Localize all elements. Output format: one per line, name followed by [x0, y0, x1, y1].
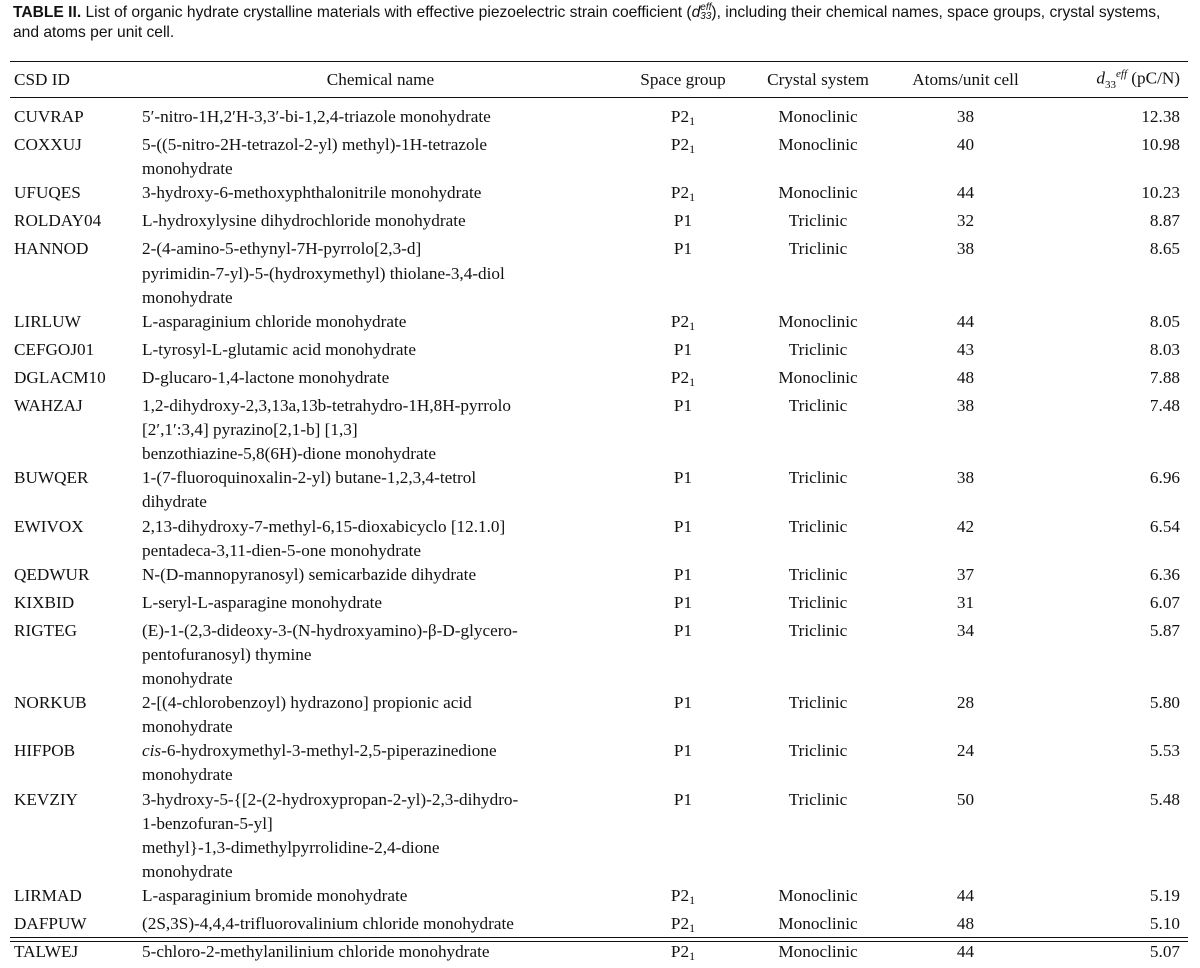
chemical-name-cell: L-hydroxylysine dihydrochloride monohydrate — [142, 211, 466, 231]
chemical-name-cell: 5-chloro-2-methylanilinium chloride monohydrate — [142, 942, 490, 962]
space-group-cell: P1 — [673, 468, 693, 488]
d33-cell: 5.87 — [1149, 620, 1180, 640]
csd-id-cell: KEVZIY — [14, 789, 78, 809]
crystal-system-cell: Triclinic — [788, 741, 848, 761]
col-crystal-system: Crystal system — [767, 70, 869, 89]
csd-id-cell: LIRMAD — [14, 885, 82, 905]
chemical-name-cell: L-asparaginium chloride monohydrate — [142, 311, 407, 331]
atoms-cell: 48 — [956, 914, 975, 933]
chemical-name-cell: D-glucaro-1,4-lactone monohydrate — [142, 367, 390, 387]
col-csd-id: CSD ID — [14, 70, 70, 89]
chemical-name-cell: N-(D-mannopyranosyl) semicarbazide dihydrate — [142, 564, 477, 584]
crystal-system-cell: Triclinic — [788, 516, 848, 536]
csd-id-cell: BUWQER — [14, 468, 89, 488]
table-row — [10, 394, 1188, 466]
chemical-name-cell: 2-(4-amino-5-ethynyl-7H-pyrrolo[2,3-d] pyrimidin-7-yl)-5-(hydroxymethyl) thiolane-3,4-diol monohydrate — [142, 239, 505, 307]
chemical-name-cell: (2S,3S)-4,4,4-trifluorovalinium chloride monohydrate — [142, 914, 514, 933]
table-row — [10, 788, 1188, 884]
table-body — [10, 105, 1188, 968]
chemical-name-cell: cis-6-hydroxymethyl-3-methyl-2,5-piperazinedione monohydrate — [142, 741, 497, 785]
atoms-cell: 37 — [956, 564, 975, 584]
csd-id-cell: HANNOD — [14, 239, 89, 259]
space-group-cell: P1 — [673, 211, 693, 231]
d33-cell: 6.36 — [1149, 564, 1180, 584]
d33-cell: 7.88 — [1149, 367, 1180, 387]
crystal-system-cell: Triclinic — [788, 592, 848, 612]
chemical-name-cell: 2-[(4-chlorobenzoyl) hydrazono] propionic acid monohydrate — [142, 693, 472, 737]
atoms-cell: 44 — [956, 183, 975, 203]
csd-id-cell: WAHZAJ — [14, 396, 83, 416]
atoms-cell: 43 — [956, 339, 975, 359]
csd-id-cell: COXXUJ — [14, 135, 82, 155]
table-row — [10, 591, 1188, 619]
csd-id-cell: LIRLUW — [14, 311, 81, 331]
col-atoms: Atoms/unit cell — [912, 70, 1019, 89]
csd-id-cell: DAFPUW — [14, 914, 87, 933]
atoms-cell: 40 — [956, 135, 975, 155]
chemical-name-cell: 1-(7-fluoroquinoxalin-2-yl) butane-1,2,3,4-tetrol dihydrate — [142, 468, 477, 512]
space-group-cell: $P2_1$ — [670, 183, 696, 205]
table-row — [10, 366, 1188, 394]
d33-cell: 5.48 — [1149, 789, 1180, 809]
space-group-cell: P1 — [673, 693, 693, 713]
crystal-system-cell: Monoclinic — [778, 885, 858, 905]
chemical-name-cell: L-tyrosyl-L-glutamic acid monohydrate — [142, 339, 416, 359]
crystal-system-cell: Monoclinic — [778, 914, 858, 933]
crystal-system-cell: Monoclinic — [778, 107, 858, 126]
d33-cell: 7.48 — [1149, 396, 1180, 416]
space-group-cell: P1 — [673, 564, 693, 584]
atoms-cell: 50 — [956, 789, 975, 809]
chemical-name-cell: 2,13-dihydroxy-7-methyl-6,15-dioxabicyclo [12.1.0] pentadeca-3,11-dien-5-one monohydrate — [142, 516, 506, 560]
d33-cell: 5.10 — [1149, 914, 1180, 933]
space-group-cell: P1 — [673, 239, 693, 259]
atoms-cell: 44 — [956, 311, 975, 331]
csd-id-cell: KIXBID — [14, 592, 75, 612]
table-row — [10, 563, 1188, 591]
atoms-cell: 48 — [956, 367, 975, 387]
d33-cell: 5.07 — [1149, 942, 1180, 962]
csd-id-cell: UFUQES — [14, 183, 81, 203]
atoms-cell: 34 — [956, 620, 975, 640]
hydrate-table — [10, 62, 1188, 968]
atoms-cell: 24 — [956, 741, 975, 761]
space-group-cell: P1 — [673, 339, 693, 359]
caption-text-end: ), including their chemical names, space groups, crystal systems, and atoms per unit cell. — [13, 4, 1161, 41]
table-row — [10, 133, 1188, 181]
table-row — [10, 739, 1188, 787]
chemical-name-cell: 1,2-dihydroxy-2,3,13a,13b-tetrahydro-1H,8H-pyrrolo [2′,1′:3,4] pyrazino[2,1-b] [1,3] benzothiazine-5,8(6H)-dione monohydrate — [142, 396, 511, 464]
atoms-cell: 38 — [956, 107, 975, 126]
csd-id-cell: CEFGOJ01 — [14, 339, 95, 359]
atoms-cell: 28 — [956, 693, 975, 713]
crystal-system-cell: Monoclinic — [778, 311, 858, 331]
table-row — [10, 237, 1188, 309]
csd-id-cell: EWIVOX — [14, 516, 84, 536]
table-row — [10, 884, 1188, 912]
crystal-system-cell: Monoclinic — [778, 367, 858, 387]
table-row — [10, 105, 1188, 133]
space-group-cell: $P2_1$ — [670, 311, 696, 333]
atoms-cell: 38 — [956, 468, 975, 488]
csd-id-cell: NORKUB — [14, 693, 87, 713]
atoms-cell: 32 — [956, 211, 975, 231]
crystal-system-cell: Triclinic — [788, 239, 848, 259]
table-row — [10, 912, 1188, 940]
table-row — [10, 940, 1188, 968]
crystal-system-cell: Monoclinic — [778, 183, 858, 203]
chemical-name-cell: 3-hydroxy-5-{[2-(2-hydroxypropan-2-yl)-2,3-dihydro- 1-benzofuran-5-yl] methyl}-1,3-dimethylpyrrolidine-2,4-dione monohydrate — [142, 789, 519, 881]
d33-cell: 8.87 — [1149, 211, 1180, 231]
csd-id-cell: ROLDAY04 — [14, 211, 102, 231]
atoms-cell: 44 — [956, 885, 975, 905]
d33-cell: 8.65 — [1149, 239, 1180, 259]
crystal-system-cell: Triclinic — [788, 564, 848, 584]
table-row — [10, 691, 1188, 739]
space-group-cell: P1 — [673, 789, 693, 809]
crystal-system-cell: Triclinic — [788, 211, 848, 231]
chemical-name-cell: 3-hydroxy-6-methoxyphthalonitrile monohydrate — [142, 183, 482, 203]
d33-cell: 8.05 — [1149, 311, 1180, 331]
space-group-cell: $P2_1$ — [670, 107, 696, 128]
csd-id-cell: CUVRAP — [14, 107, 84, 126]
d33-cell: 5.53 — [1149, 741, 1180, 761]
chemical-name-cell: 5-((5-nitro-2H-tetrazol-2-yl) methyl)-1H-tetrazole monohydrate — [142, 135, 488, 179]
atoms-cell: 38 — [956, 239, 975, 259]
d33-cell: 5.80 — [1149, 693, 1180, 713]
atoms-cell: 31 — [956, 592, 975, 612]
d33-cell: 8.03 — [1149, 339, 1180, 359]
header-row — [10, 62, 1188, 98]
csd-id-cell: TALWEJ — [14, 942, 79, 962]
table-row — [10, 619, 1188, 691]
space-group-cell: P1 — [673, 741, 693, 761]
crystal-system-cell: Monoclinic — [778, 135, 858, 155]
chemical-name-cell: 5′-nitro-1H,2′H-3,3′-bi-1,2,4-triazole monohydrate — [142, 107, 491, 126]
csd-id-cell: RIGTEG — [14, 620, 78, 640]
table-row — [10, 338, 1188, 366]
d33-cell: 6.96 — [1149, 468, 1180, 488]
chemical-name-cell: L-asparaginium bromide monohydrate — [142, 885, 408, 905]
chemical-name-cell: L-seryl-L-asparagine monohydrate — [142, 592, 383, 612]
crystal-system-cell: Triclinic — [788, 396, 848, 416]
chemical-name-cell: (E)-1-(2,3-dideoxy-3-(N-hydroxyamino)-β-D-glycero- pentofuranosyl) thymine monohydrate — [142, 620, 518, 689]
space-group-cell: $P2_1$ — [670, 885, 696, 907]
space-group-cell: P1 — [673, 620, 693, 640]
col-chemical-name: Chemical name — [326, 70, 435, 89]
space-group-cell: $P2_1$ — [670, 367, 696, 389]
crystal-system-cell: Monoclinic — [778, 942, 858, 962]
crystal-system-cell: Triclinic — [788, 339, 848, 359]
d33-cell: 6.07 — [1149, 592, 1180, 612]
crystal-system-cell: Triclinic — [788, 468, 848, 488]
d33-cell: 6.54 — [1149, 516, 1180, 536]
crystal-system-cell: Triclinic — [788, 620, 848, 640]
d33-cell: 10.23 — [1141, 183, 1180, 203]
space-group-cell: P1 — [673, 592, 693, 612]
space-group-cell: $P2_1$ — [670, 914, 696, 935]
space-group-cell: $P2_1$ — [670, 942, 696, 964]
crystal-system-cell: Triclinic — [788, 789, 848, 809]
csd-id-cell: HIFPOB — [14, 741, 76, 761]
table-label: TABLE II. — [13, 4, 82, 21]
table-row — [10, 181, 1188, 209]
space-group-cell: P1 — [673, 516, 693, 536]
csd-id-cell: QEDWUR — [14, 564, 90, 584]
table-row — [10, 515, 1188, 563]
d33-cell: 12.38 — [1141, 107, 1180, 126]
atoms-cell: 38 — [956, 396, 975, 416]
space-group-cell: $P2_1$ — [670, 135, 696, 157]
table-caption — [13, 3, 1188, 43]
atoms-cell: 44 — [956, 942, 975, 962]
atoms-cell: 42 — [956, 516, 975, 536]
d33-cell: 10.98 — [1141, 135, 1180, 155]
col-space-group: Space group — [640, 70, 726, 89]
space-group-cell: P1 — [673, 396, 693, 416]
csd-id-cell: DGLACM10 — [14, 367, 106, 387]
table-row — [10, 310, 1188, 338]
crystal-system-cell: Triclinic — [788, 693, 848, 713]
d33-symbol: d eff 33 — [691, 2, 712, 22]
table-row — [10, 466, 1188, 514]
col-d33: $d_{33}^{eff}$ (pC/N) — [1096, 68, 1180, 92]
table-row — [10, 209, 1188, 237]
caption-text: List of organic hydrate crystalline materials with effective piezoelectric strain coefficient ( — [81, 4, 692, 21]
d33-cell: 5.19 — [1149, 885, 1180, 905]
